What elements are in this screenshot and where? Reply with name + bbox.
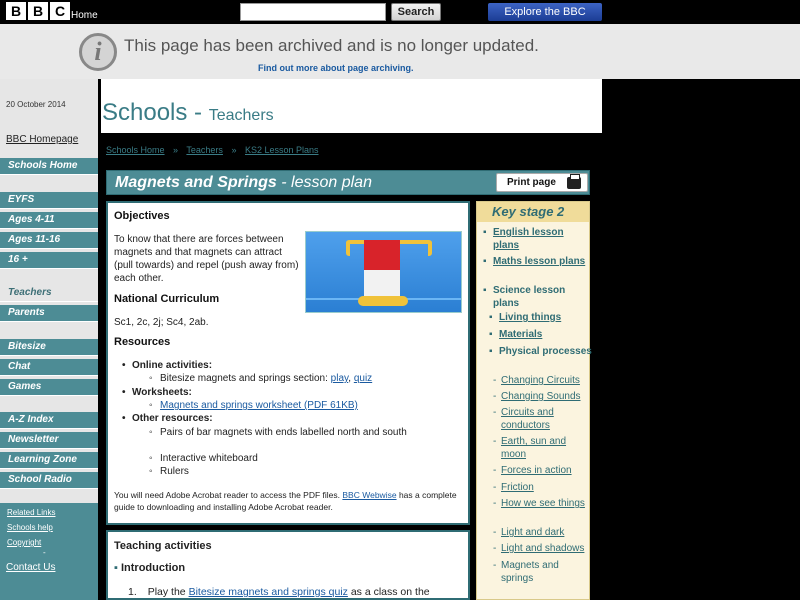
magnet-north-end: [364, 240, 400, 270]
forces-in-action-link[interactable]: Forces in action: [501, 465, 572, 476]
materials-link[interactable]: Materials: [499, 329, 543, 340]
teaching-step: [128, 586, 430, 598]
ks-item-materials[interactable]: [499, 328, 593, 341]
online-activities-text: Bitesize magnets and springs section:: [160, 373, 328, 384]
worksheet-item: [160, 400, 358, 411]
key-stage-2-title: Key stage 2: [477, 202, 589, 222]
nav-item-parents[interactable]: Parents: [0, 305, 98, 322]
magnets-and-springs-label: Magnets and springs: [501, 560, 559, 584]
light-and-shadows-link[interactable]: Light and shadows: [501, 543, 585, 554]
national-curriculum-heading: National Curriculum: [114, 293, 220, 305]
lesson-title-main: Magnets and Springs: [115, 174, 277, 191]
logo-letter: B: [28, 2, 48, 20]
acrobat-note-text-2: has a complete guide to downloading and installing Adobe Acrobat reader.: [114, 490, 457, 512]
step-text: Play the: [147, 586, 186, 598]
national-curriculum-text: Sc1, 2c, 2j; Sc4, 2ab.: [114, 317, 209, 328]
play-link[interactable]: play: [330, 373, 349, 384]
bbc-top-bar: [0, 0, 800, 24]
english-lesson-plans-link[interactable]: English lesson plans: [493, 227, 564, 251]
bitesize-quiz-link[interactable]: Bitesize magnets and springs quiz: [188, 586, 348, 598]
nav-item-ages-4-11[interactable]: Ages 4-11: [0, 212, 98, 229]
ks-sub-changing-sounds[interactable]: [501, 390, 589, 403]
printer-icon: [567, 177, 581, 189]
nav-item-newsletter[interactable]: Newsletter: [0, 432, 98, 449]
bbc-webwise-link[interactable]: BBC Webwise: [342, 490, 397, 500]
ks-item-living-things[interactable]: [499, 311, 593, 324]
other-resource-item: ◦ Rulers: [160, 466, 189, 477]
ks-sub-forces-in-action[interactable]: [501, 464, 589, 477]
page-title: [102, 99, 274, 127]
maths-lesson-plans-link[interactable]: Maths lesson plans: [493, 256, 586, 267]
objectives-heading: Objectives: [114, 210, 170, 222]
step-text-2: as a class on the: [350, 586, 430, 598]
physical-processes-label: Physical processes: [499, 346, 592, 357]
key-stage-2-sidebar: [476, 201, 590, 600]
nav-item-bitesize[interactable]: Bitesize: [0, 339, 98, 356]
nav-item-16-plus[interactable]: 16 +: [0, 252, 98, 269]
breadcrumb-teachers[interactable]: Teachers: [186, 145, 223, 155]
key-icon: [358, 296, 408, 306]
worksheets-heading: • Worksheets:: [132, 387, 192, 398]
living-things-link[interactable]: Living things: [499, 312, 562, 323]
archive-message: This page has been archived and is no longer updated.: [124, 36, 539, 55]
print-page-label: Print page: [507, 177, 556, 188]
explore-the-bbc-button[interactable]: Explore the BBC: [488, 3, 602, 21]
step-number: 1.: [128, 586, 137, 598]
lesson-title: [115, 174, 372, 192]
nav-item-eyfs[interactable]: EYFS: [0, 192, 98, 209]
breadcrumb-separator: »: [173, 145, 179, 155]
search-button[interactable]: Search: [391, 3, 441, 21]
title-teachers: Teachers: [208, 107, 274, 124]
online-activities-heading: • Online activities:: [132, 360, 212, 371]
changing-sounds-link[interactable]: Changing Sounds: [501, 391, 581, 402]
nav-item-ages-11-16[interactable]: Ages 11-16: [0, 232, 98, 249]
teaching-activities: [106, 530, 470, 600]
nav-item-a-z-index[interactable]: A-Z Index: [0, 412, 98, 429]
bbc-logo[interactable]: [6, 2, 70, 20]
worksheet-pdf-link[interactable]: Magnets and springs worksheet (PDF 61KB): [160, 400, 358, 411]
ks-sub-friction[interactable]: [501, 481, 589, 494]
light-and-dark-link[interactable]: Light and dark: [501, 527, 565, 538]
left-nav-footer: [0, 503, 98, 600]
ks-item-maths[interactable]: [493, 255, 587, 268]
acrobat-note-text: You will need Adobe Acrobat reader to access the PDF files.: [114, 490, 341, 500]
lesson-title-suffix: - lesson plan: [276, 174, 372, 191]
search-input[interactable]: [240, 3, 386, 21]
square-bullet-icon: ▪: [114, 562, 118, 574]
ks-item-english[interactable]: [493, 226, 587, 252]
ks-sub-changing-circuits[interactable]: [501, 374, 589, 387]
lesson-title-bar: [106, 170, 590, 195]
magnet-illustration: [305, 231, 462, 313]
bbc-homepage-link[interactable]: BBC Homepage: [6, 134, 79, 145]
online-comma: ,: [348, 373, 352, 384]
contact-us-link[interactable]: Contact Us: [6, 562, 56, 573]
objectives-text: To know that there are forces between magnets and that magnets can attract (pull towards) and repel (push away from) each other.: [114, 234, 299, 284]
nav-item-learning-zone[interactable]: Learning Zone: [0, 452, 98, 469]
ks-item-science: [493, 284, 587, 310]
introduction-label: Introduction: [120, 562, 186, 574]
home-link[interactable]: Home: [71, 10, 98, 21]
nav-item-schools-home[interactable]: Schools Home: [0, 158, 98, 175]
breadcrumb-schools-home[interactable]: Schools Home: [106, 145, 165, 155]
archive-info-link[interactable]: Find out more about page archiving.: [258, 63, 414, 73]
ks-sub-how-we-see-things[interactable]: [501, 497, 589, 510]
resources-heading: Resources: [114, 336, 171, 348]
changing-circuits-link[interactable]: Changing Circuits: [501, 375, 580, 386]
earth-sun-moon-link[interactable]: Earth, sun and moon: [501, 436, 567, 460]
nav-item-chat[interactable]: Chat: [0, 359, 98, 376]
breadcrumb: [106, 145, 325, 155]
acrobat-note: [114, 489, 464, 513]
nav-item-school-radio[interactable]: School Radio: [0, 472, 98, 489]
related-links-link[interactable]: Related Links: [7, 508, 56, 517]
nav-item-games[interactable]: Games: [0, 379, 98, 396]
ks-sub-circuits-conductors[interactable]: [501, 406, 589, 432]
logo-letter: B: [6, 2, 26, 20]
other-resource-item: ◦ Pairs of bar magnets with ends labelled north and south: [160, 426, 430, 439]
print-page-button[interactable]: [496, 173, 588, 192]
title-schools: Schools: [102, 99, 188, 126]
science-lesson-plans-label: Science lesson plans: [493, 285, 566, 309]
other-resources-heading: • Other resources:: [132, 413, 213, 424]
ks-sub-light-and-dark[interactable]: [501, 526, 589, 539]
footer-separator: -: [43, 548, 46, 557]
lesson-content: [106, 201, 470, 525]
nav-item-teachers[interactable]: Teachers: [0, 285, 98, 302]
friction-link[interactable]: Friction: [501, 482, 534, 493]
other-resource-item: ◦ Interactive whiteboard: [160, 453, 258, 464]
ks-sub-magnets-and-springs: [501, 559, 589, 585]
magnet-south-end: [364, 270, 400, 296]
teaching-activities-heading: Teaching activities: [114, 540, 212, 552]
breadcrumb-separator: »: [231, 145, 237, 155]
introduction-heading: [114, 562, 185, 574]
logo-letter: C: [50, 2, 70, 20]
page-date: 20 October 2014: [6, 100, 66, 109]
ks-sub-light-and-shadows[interactable]: [501, 542, 589, 555]
circuits-and-conductors-link[interactable]: Circuits and conductors: [501, 407, 554, 431]
how-we-see-things-link[interactable]: How we see things: [501, 498, 585, 509]
ks-item-physical-processes: [499, 345, 593, 358]
ks-sub-earth-sun-moon[interactable]: [501, 435, 589, 461]
online-activities-item: [160, 373, 372, 384]
quiz-link[interactable]: quiz: [353, 373, 373, 384]
copyright-link[interactable]: Copyright: [7, 538, 42, 547]
info-icon: i: [79, 33, 117, 71]
title-dash: -: [187, 99, 209, 126]
breadcrumb-ks2-lesson-plans[interactable]: KS2 Lesson Plans: [244, 145, 319, 155]
schools-help-link[interactable]: Schools help: [7, 523, 53, 532]
